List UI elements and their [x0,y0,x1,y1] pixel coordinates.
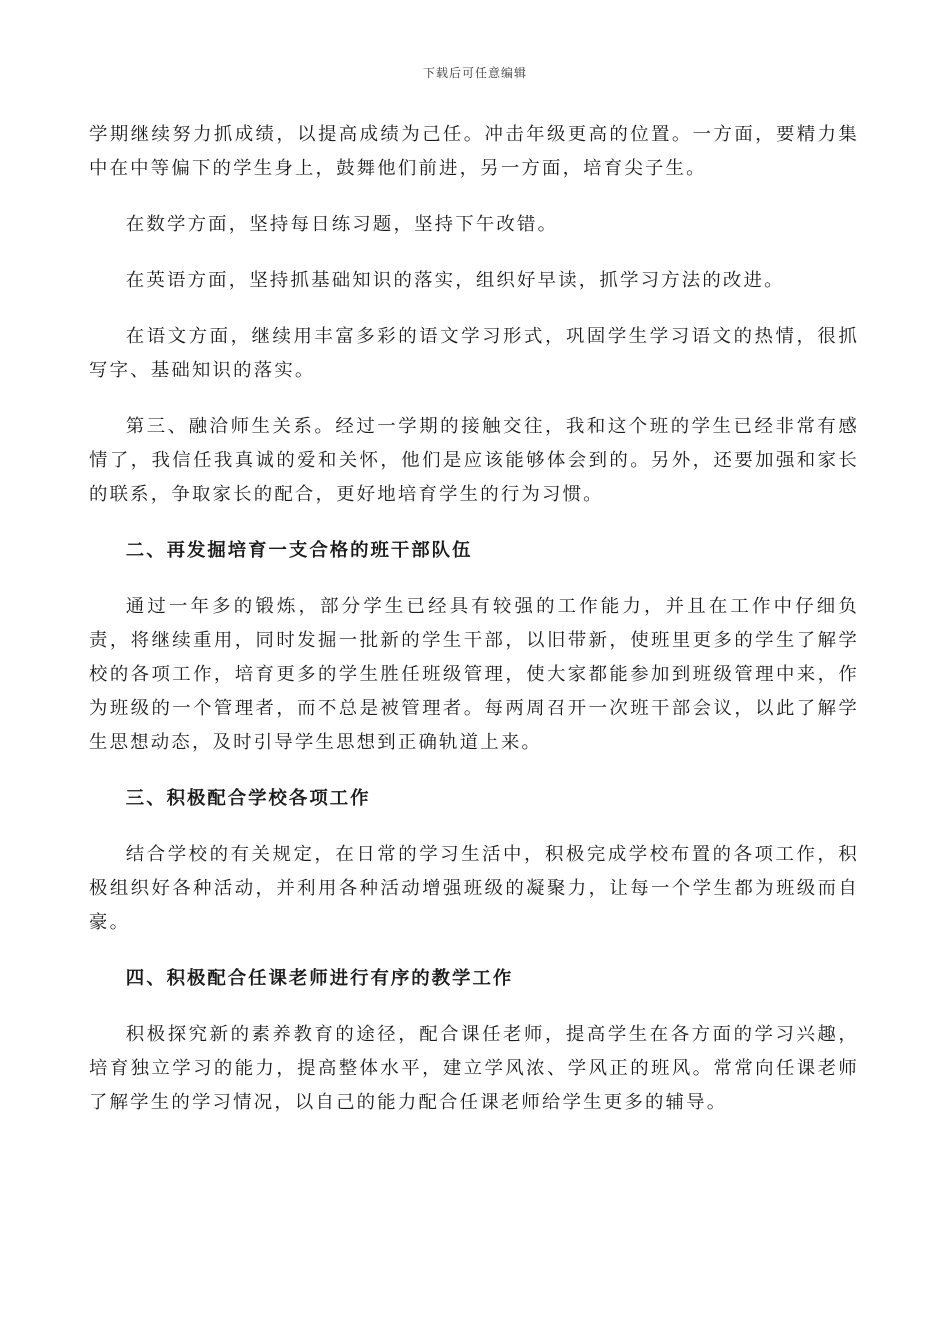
header-note: 下载后可任意编辑 [422,66,527,80]
paragraph-teaching: 积极探究新的素养教育的途径，配合课任老师，提高学生在各方面的学习兴趣，培育独立学习的能力，提高整体水平，建立学风浓、学风正的班风。常常向任课老师了解学生的学习情况，以自己的能力配合任课老师给学生更多的辅导。 [89,1024,859,1113]
paragraph-math: 在数学方面，坚持每日练习题，坚持下午改错。 [125,214,559,235]
paragraph-chinese: 在语文方面，继续用丰富多彩的语文学习形式，巩固学生学习语文的热情，很抓写字、基础知识的落实。 [89,326,859,381]
paragraph-continued: 学期继续努力抓成绩，以提高成绩为己任。冲击年级更高的位置。一方面，要精力集中在中等偏下的学生身上，鼓舞他们前进，另一方面，培育尖子生。 [89,124,859,179]
paragraph-teacher-student: 第三、融洽师生关系。经过一学期的接触交往，我和这个班的学生已经非常有感情了，我信任我真诚的爱和关怀，他们是应该能够体会到的。另外，还要加强和家长的联系，争取家长的配合，更好地培育学生的行为习惯。 [89,416,859,505]
document-body [89,118,859,1142]
section-heading-4: 四、积极配合任课老师进行有序的教学工作 [125,968,514,989]
paragraph-school-work: 结合学校的有关规定，在日常的学习生活中，积极完成学校布置的各项工作，积极组织好各种活动，并利用各种活动增强班级的凝聚力，让每一个学生都为班级而自豪。 [89,844,859,933]
paragraph-class-cadre: 通过一年多的锻炼，部分学生已经具有较强的工作能力，并且在工作中仔细负责，将继续重用，同时发掘一批新的学生干部，以旧带新，使班里更多的学生了解学校的各项工作，培育更多的学生胜任班级管理，使大家都能参加到班级管理中来，作为班级的一个管理者，而不总是被管理者。每两周召开一次班干部会议，以此了解学生思想动态，及时引导学生思想到正确轨道上来。 [89,596,859,753]
section-heading-3: 三、积极配合学校各项工作 [125,788,371,809]
paragraph-english: 在英语方面，坚持抓基础知识的落实，组织好早读，抓学习方法的改进。 [125,270,785,291]
section-heading-2: 二、再发掘培育一支合格的班干部队伍 [125,540,473,561]
